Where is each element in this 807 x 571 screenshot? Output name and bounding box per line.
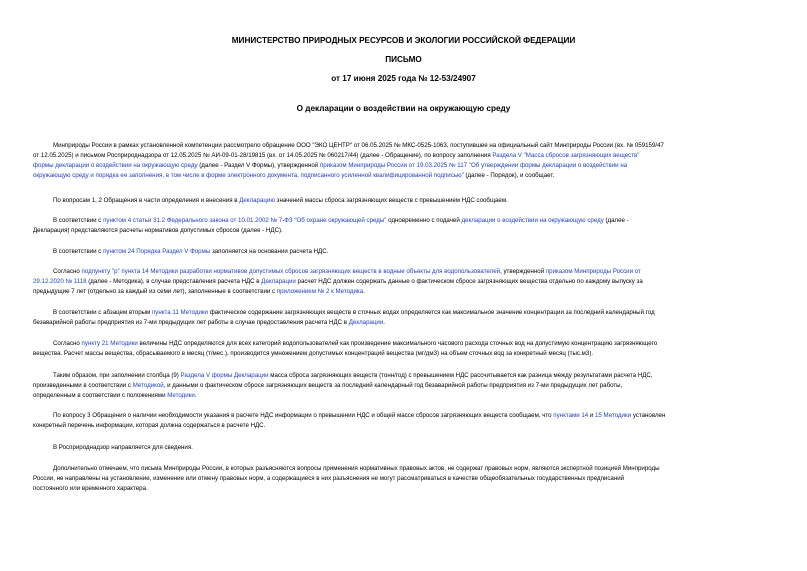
- link-punkt-21[interactable]: пункту 21 Методики: [81, 340, 138, 347]
- paragraph-text: В соответствии с: [53, 217, 104, 224]
- paragraph-text: определенным в соответствии с положениями: [33, 392, 168, 399]
- paragraph-line: постоянного или временного характера.: [33, 485, 148, 492]
- link-declaration-form[interactable]: формы декларации о воздействии на окружающую среду: [33, 162, 198, 169]
- link-declaration-impact[interactable]: декларации о воздействии на окружающую среду: [461, 217, 604, 224]
- paragraph-law-reference: [33, 216, 774, 236]
- paragraph-line: Декларация) представляются расчеты нормативов допустимых сбросов (далее - НДС).: [33, 227, 283, 234]
- paragraph-line: [33, 196, 774, 206]
- paragraph-line: [33, 277, 774, 287]
- paragraph-text: , утвержденной: [500, 268, 546, 275]
- paragraph-line: [33, 339, 774, 349]
- link-punkt-24[interactable]: пунктом 24 Порядка Раздел V Формы: [103, 248, 211, 255]
- paragraph-text: (далее - Раздел V Формы), утвержденной: [197, 162, 320, 169]
- document-type: ПИСЬМО: [385, 55, 422, 64]
- paragraph-line: вещества. Расчет массы вещества, сбрасываемого в месяц (т/мес.), производится умножением допустимых концентраций вещества (мг/дм3) на объем сточных вод за конкретный месяц (тыс.м3).: [33, 350, 594, 357]
- link-razdel-v-declaration[interactable]: Раздела V формы Декларации: [180, 372, 269, 379]
- paragraph-intro: [33, 141, 774, 181]
- paragraph-text: масса сброса загрязняющих веществ (тонн/год) с превышением НДС рассчитывается как разница между результатами расчета НДС,: [268, 372, 653, 379]
- paragraph-text: , и данными о фактическом сбросе загрязняющих веществ за последний календарный год безаварийной работы предприятия из 7-ми предыдущих лет работы,: [163, 382, 623, 389]
- link-methodology-subpoint[interactable]: подпункту "р" пункта 14 Методики разработки нормативов допустимых сбросов загрязняющих веществ в водные объекты для водопользователей: [81, 268, 501, 275]
- paragraph-line: В Росприроднадзор направляется для сведения.: [53, 444, 193, 451]
- paragraph-text: значений массы сброса загрязняющих веществ с превышением НДС сообщаем.: [274, 197, 508, 204]
- link-order-117[interactable]: приказом Минприроды России от 19.03.2025 № 117 "Об утверждении формы декларации о воздействии на: [319, 162, 628, 169]
- link-declaration[interactable]: Декларации: [348, 319, 384, 326]
- paragraph-punkt-21: [33, 339, 774, 359]
- link-punkt-11[interactable]: пункта 11 Методики: [151, 309, 208, 316]
- link-razdel-v[interactable]: Раздела V "Масса сбросов загрязняющих веществ": [492, 152, 640, 159]
- paragraph-line: [33, 318, 774, 328]
- paragraph-text: предыдущие 7 лет (отдельно за каждый из семи лет), заполненные в соответствии с: [33, 288, 277, 295]
- document-date-number: от 17 июня 2025 года № 12-53/24907: [331, 74, 476, 83]
- paragraph-text: установлен: [631, 412, 666, 419]
- paragraph-text: .: [363, 288, 365, 295]
- link-methodology[interactable]: Методики: [167, 392, 195, 399]
- paragraph-line: [33, 171, 774, 181]
- link-declaration[interactable]: Декларации: [261, 278, 296, 285]
- paragraph-text: расчет НДС должен содержать данные о фактическом сбросе загрязняющих вещества отдельно по каждому выпуску за: [295, 278, 643, 285]
- paragraph-line: конкретный перечень информации, которая должна содержаться в расчете НДС.: [33, 422, 266, 429]
- paragraph-text: По вопросам 1, 2 Обращения в части определения и внесения в: [53, 197, 240, 204]
- paragraph-text: фактическое содержание загрязняющих веществ в сточных водах определяется как максимальное значение концентрации за последний календарный год: [208, 309, 655, 316]
- link-order-minprirody[interactable]: приказом Минприроды России от: [545, 268, 641, 275]
- paragraph-line: [33, 411, 774, 421]
- link-declaration[interactable]: Декларацию: [239, 197, 275, 204]
- paragraph-text: величины НДС определяются для всех категорий водопользователей как произведение максимального часового расхода сточных вод на допустимую концентрацию загрязняющего: [137, 340, 658, 347]
- paragraph-text: (далее - Порядок), и сообщает.: [463, 172, 555, 179]
- paragraph-text: заполняется на основании расчета НДС.: [210, 248, 329, 255]
- paragraph-conclusion: [33, 371, 774, 401]
- paragraph-text: Согласно: [53, 340, 82, 347]
- paragraph-text: произведенными в соответствии с: [33, 382, 133, 389]
- paragraph-text: .: [194, 392, 197, 399]
- paragraph-line: [33, 267, 774, 277]
- link-order-1118[interactable]: 29.12.2020 № 1118: [33, 278, 87, 285]
- paragraph-line: [33, 247, 774, 257]
- paragraph-question-3: [33, 411, 774, 431]
- link-federal-law-7fz[interactable]: пунктом 4 статьи 31.2 Федерального закона от 10.01.2002 № 7-ФЗ "Об охране окружающей среды": [103, 217, 387, 224]
- paragraph-line: [33, 161, 774, 171]
- paragraph-methodology: [33, 267, 774, 297]
- link-appendix-2[interactable]: приложением № 2 к Методика: [276, 288, 364, 295]
- paragraph-line: России, не направлены на установление, изменение или отмену правовых норм, а содержащиеся в них разъяснения не могут рассматриваться в качестве общеобязательных государственных предписаний: [33, 475, 625, 482]
- link-punkt-14[interactable]: пунктами 14: [553, 412, 589, 419]
- paragraph-line: [33, 308, 774, 318]
- paragraph-text: .: [383, 319, 386, 326]
- paragraph-text: одновременно с подачей: [386, 217, 462, 224]
- paragraph-disclaimer: [33, 464, 774, 494]
- ministry-title: МИНИСТЕРСТВО ПРИРОДНЫХ РЕСУРСОВ И ЭКОЛОГИИ РОССИЙСКОЙ ФЕДЕРАЦИИ: [231, 36, 576, 45]
- paragraph-forwarding: [33, 443, 774, 453]
- document-subject: О декларации о воздействии на окружающую среду: [296, 104, 511, 113]
- link-methodology[interactable]: Методикой: [132, 382, 164, 389]
- paragraph-line: Минприроды России в рамках установленной компетенции рассмотрело обращение ООО "ЭКО ЦЕНТР" от 06.05.2025 № МКС-0525-1063, поступившее на официальный сайт Минприроды России (вх. № 059159/47: [53, 142, 664, 149]
- link-order-117-cont[interactable]: окружающую среду и порядка ее заполнения, в том числе в форме электронного документа, подписанного усиленной квалифицированной подписью": [33, 172, 464, 179]
- paragraph-questions-1-2: [33, 196, 774, 206]
- paragraph-text: Согласно: [53, 268, 82, 275]
- paragraph-text: В соответствии с: [53, 248, 104, 255]
- paragraph-line: [33, 391, 774, 401]
- paragraph-line: [33, 381, 774, 391]
- paragraph-text: По вопросу 3 Обращения о наличии необходимости указания в расчете НДС информации о превышении НДС и общей массе сбросов загрязняющих веществ сообщаем, что: [53, 412, 554, 419]
- paragraph-line: [33, 371, 774, 381]
- paragraph-line: Дополнительно отмечаем, что письма Минприроды России, в которых разъясняются вопросы применения нормативных правовых актов, не содержат правовых норм, являются экспертной позицией Минприроды: [53, 465, 660, 472]
- paragraph-line: [33, 151, 774, 161]
- paragraph-text: (далее -: [603, 217, 629, 224]
- paragraph-line: [33, 216, 774, 226]
- paragraph-line: [33, 287, 774, 297]
- paragraph-text: (далее - Методика), в случае представления расчета НДС в: [86, 278, 262, 285]
- link-punkt-15[interactable]: 15 Методики: [595, 412, 632, 419]
- paragraph-text: Таким образом, при заполнении столбца (9): [53, 372, 181, 379]
- paragraph-text: от 12.05.2025) и письмом Росприроднадзора от 12.05.2025 № АИ-09-01-28/19815 (вх. от 14.05.2025 № 060217/44) (далее - Обращение), по вопросу заполнения: [33, 152, 493, 159]
- paragraph-text: безаварийной работы предприятия из 7-ми предыдущих лет работы в случае предоставления расчета НДС в: [33, 319, 349, 326]
- paragraph-text: В соответствии с абзацем вторым: [53, 309, 152, 316]
- paragraph-punkt-24: [33, 247, 774, 257]
- paragraph-text: и: [588, 412, 596, 419]
- paragraph-punkt-11: [33, 308, 774, 328]
